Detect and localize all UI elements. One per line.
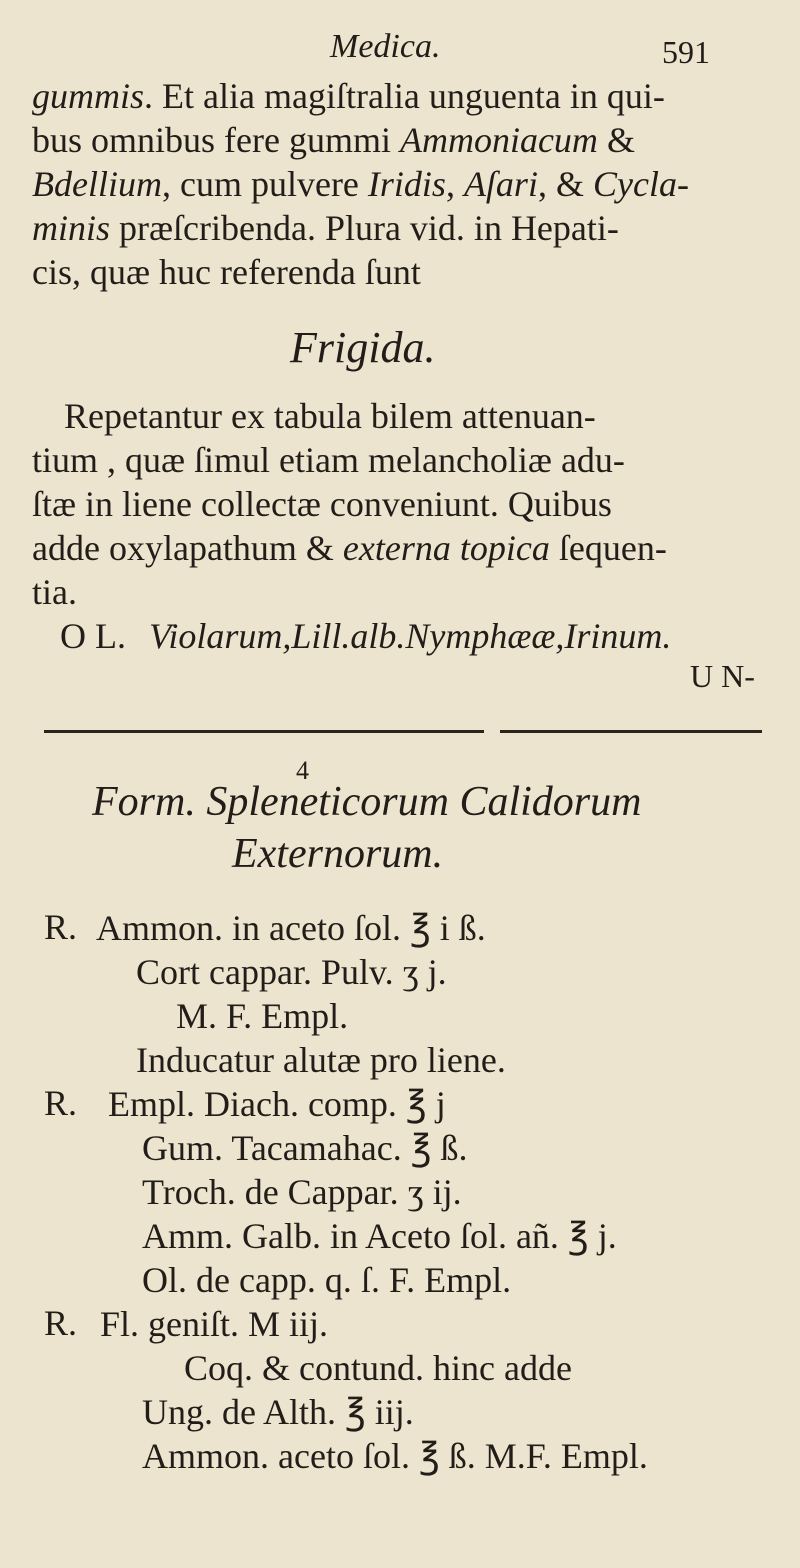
text-span: , [445,164,464,204]
text-line: ſtæ in liene collectæ conveniunt. Quibus [32,484,612,524]
recipe-line: Ol. de capp. q. ſ. F. Empl. [142,1260,512,1300]
divider-rule-left [44,730,484,733]
recipe-line: Empl. Diach. comp. ℥ j [108,1084,446,1124]
printer-mark: 4 [296,756,309,785]
recipe-line: Troch. de Cappar. ʒ ij. [142,1172,462,1212]
oil-prefix: O L. [60,616,126,656]
recipe-line: Ung. de Alth. ℥ iij. [142,1392,414,1432]
recipe-symbol: R. [44,907,78,947]
text-span: bus omnibus fere gummi [32,120,400,160]
text-span: . Et alia magiſtralia unguenta in qui- [144,76,665,116]
italic-word: Ammoniacum [399,120,598,160]
text-span: ſequen- [549,528,667,568]
section-heading-form-line2: Externorum. [232,831,444,877]
text-span: præſcribenda. Plura vid. in Hepati- [110,208,619,248]
text-span: , & [537,164,593,204]
recipe-line: Ammon. in aceto ſol. ℥ i ß. [96,908,486,948]
text-span: , cum pulvere [161,164,368,204]
italic-word: Bdellium [32,164,162,204]
recipe-symbol: R. [44,1083,78,1123]
section-heading-form: Form. Spleneticorum Calidorum [92,779,642,825]
running-title: Medica. [330,28,441,65]
italic-word: gummis [32,76,145,116]
text-line [32,206,619,250]
text-span: adde oxylapathum & [32,528,343,568]
italic-word: Aſari [463,164,538,204]
italic-word: minis [32,208,111,248]
text-line: tia. [32,572,77,612]
recipe-line: Ammon. aceto ſol. ℥ ß. M.F. Empl. [142,1436,648,1476]
text-line: tium , quæ ſimul etiam melancholiæ adu- [32,440,625,480]
recipe-line: Fl. geniſt. M iij. [100,1304,329,1344]
recipe-line: Cort cappar. Pulv. ʒ j. [136,952,447,992]
italic-word: Iridis [367,164,446,204]
text-line [32,162,689,206]
text-line: Repetantur ex tabula bilem attenuan- [64,396,596,436]
recipe-line: Inducatur alutæ pro liene. [136,1040,506,1080]
recipe-line: Amm. Galb. in Aceto ſol. añ. ℥ j. [142,1216,617,1256]
divider-rule-right [500,730,762,733]
oil-ingredients: Violarum,Lill.alb.Nymphææ,Irinum. [149,616,672,656]
text-span: cis, quæ huc referenda ſunt [32,252,421,292]
catchword: U N- [690,658,755,694]
section-heading-frigida: Frigida. [290,323,436,372]
text-line [32,250,421,294]
text-line [32,74,665,118]
recipe-symbol: R. [44,1303,78,1343]
page-number: 591 [662,34,710,70]
text-line [32,526,667,570]
italic-word: Cycla- [592,164,689,204]
recipe-line: M. F. Empl. [176,996,349,1036]
text-line [32,118,635,162]
italic-phrase: externa topica [342,528,550,568]
recipe-line: Coq. & contund. hinc adde [184,1348,572,1388]
text-span: & [597,120,635,160]
text-line [60,614,671,658]
recipe-line: Gum. Tacamahac. ℥ ß. [142,1128,468,1168]
